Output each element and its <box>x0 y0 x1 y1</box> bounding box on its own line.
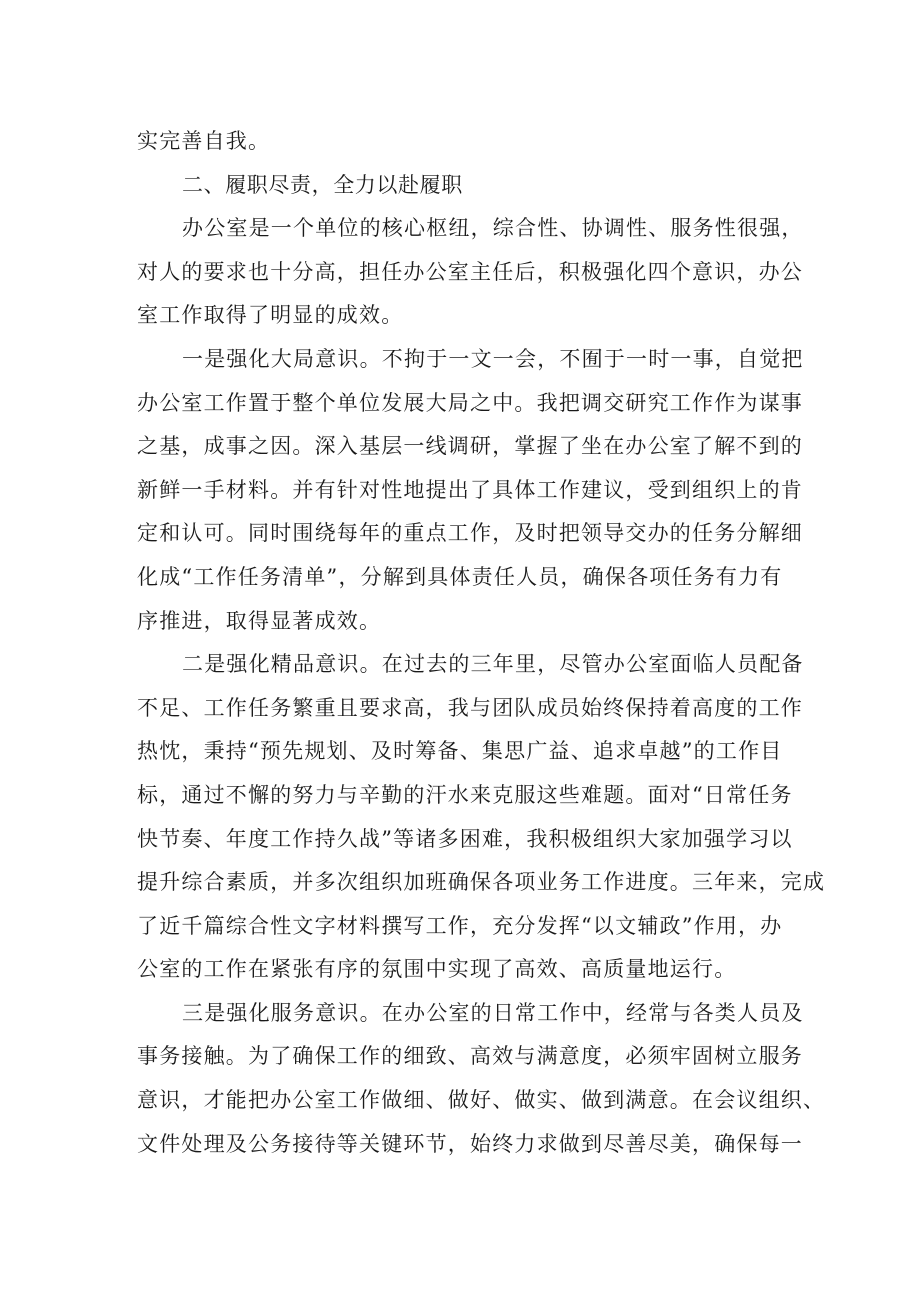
paragraph-line: 化成“工作任务清单”，分解到具体责任人员，确保各项任务有力有 <box>137 564 783 589</box>
paragraph-line: 一是强化大局意识。不拘于一文一会，不囿于一时一事，自觉把 <box>182 346 804 371</box>
paragraph-line: 意识，才能把办公室工作做细、做好、做实、做到满意。在会议组织、 <box>137 1088 826 1113</box>
paragraph-line: 对人的要求也十分高，担任办公室主任后，积极强化四个意识，办公 <box>137 259 803 284</box>
paragraph-line: 标，通过不懈的努力与辛勤的汗水来克服这些难题。面对“日常任务 <box>137 782 793 807</box>
paragraph-line: 室工作取得了明显的成效。 <box>137 303 404 328</box>
paragraph-line: 了近千篇综合性文字材料撰写工作，充分发挥“以文辅政”作用，办 <box>137 913 783 938</box>
document-body <box>137 120 826 1166</box>
paragraph-line: 快节奏、年度工作持久战”等诸多困难，我积极组织大家加强学习以 <box>137 826 793 851</box>
section-heading: 二、履职尽责，全力以赴履职 <box>182 172 463 197</box>
paragraph-line: 三是强化服务意识。在办公室的日常工作中，经常与各类人员及 <box>182 1000 804 1025</box>
paragraph-line: 之基，成事之因。深入基层一线调研，掌握了坐在办公室了解不到的 <box>137 434 803 459</box>
paragraph-line: 办公室工作置于整个单位发展大局之中。我把调交研究工作作为谋事 <box>137 390 803 415</box>
paragraph-line: 二是强化精品意识。在过去的三年里，尽管办公室面临人员配备 <box>182 652 804 677</box>
paragraph-line: 公室的工作在紧张有序的氛围中实现了高效、高质量地运行。 <box>137 957 737 982</box>
paragraph-line: 新鲜一手材料。并有针对性地提出了具体工作建议，受到组织上的肯 <box>137 477 803 502</box>
paragraph-line: 定和认可。同时围绕每年的重点工作，及时把领导交办的任务分解细 <box>137 521 803 546</box>
paragraph-line: 热忱，秉持“预先规划、及时筹备、集思广益、追求卓越”的工作目 <box>137 739 783 764</box>
paragraph-line: 事务接触。为了确保工作的细致、高效与满意度，必须牢固树立服务 <box>137 1044 803 1069</box>
paragraph-line: 实完善自我。 <box>137 129 271 153</box>
paragraph-line: 序推进，取得显著成效。 <box>137 608 382 633</box>
paragraph-line: 提升综合素质，并多次组织加班确保各项业务工作进度。三年来，完成 <box>137 870 826 895</box>
paragraph-line: 办公室是一个单位的核心枢纽，综合性、协调性、服务性很强， <box>182 216 804 241</box>
paragraph-line: 文件处理及公务接待等关键环节，始终力求做到尽善尽美，确保每一 <box>137 1131 803 1156</box>
paragraph-line: 不足、工作任务繁重且要求高，我与团队成员始终保持着高度的工作 <box>137 695 803 720</box>
